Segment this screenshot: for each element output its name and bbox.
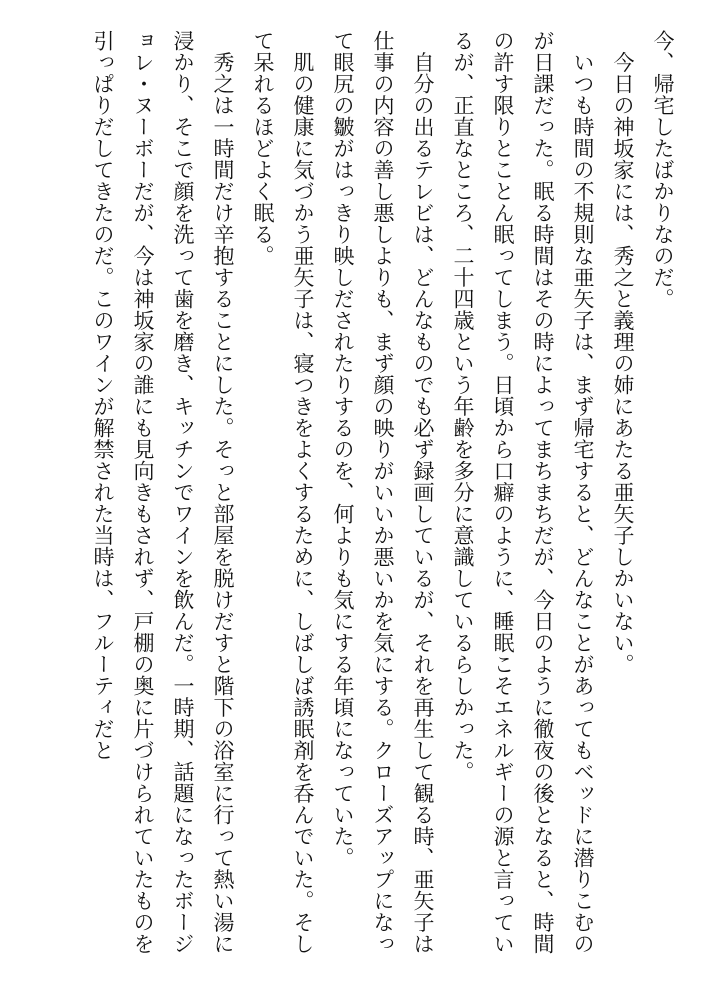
paragraph-2: 今日の神坂家には、秀之と義理の姉にあたる亜矢子しかいない。	[611, 30, 635, 675]
paragraph-1: 今、帰宅したばかりなのだ。	[651, 30, 675, 310]
vertical-text-page	[23, 30, 683, 975]
paragraph-3: いつも時間の不規則な亜矢子は、まず帰宅すると、どんなことがあってもベッドに潜りこむのが日課だった。眠る時間はその時によってまちまちだが、今日のように徹夜の後となると、時間の許す限りとことん眠ってしまう。日頃から口癖のように、睡眠こそエネルギーの源と言っているが、正直なところ、二十四歳という年齢を多分に意識しているらしかった。	[451, 30, 595, 955]
paragraph-6: 秀之は一時間だけ辛抱することにした。そっと部屋を脱けだすと階下の浴室に行って熱い湯に浸かり、そこで顔を洗って歯を磨き、キッチンでワインを飲んだ。一時期、話題になったボージョレ・ヌーボーだが、今は神坂家の誰にも見向きもされず、戸棚の奥に片づけられていたものを引っぱりだしてきたのだ。このワインが解禁された当時は、フルーティだと	[91, 30, 235, 955]
paragraph-4: 自分の出るテレビは、どんなものでも必ず録画しているが、それを再生して観る時、亜矢子は仕事の内容の善し悪しよりも、まず顔の映りがいいか悪いかを気にする。クローズアップになって眼尻の皺がはっきり映しだされたりするのを、何よりも気にする年頃になっていた。	[331, 30, 435, 955]
paragraph-5: 肌の健康に気づかう亜矢子は、寝つきをよくするために、しばしば誘眠剤を呑んでいた。そして呆れるほどよく眠る。	[251, 30, 315, 955]
